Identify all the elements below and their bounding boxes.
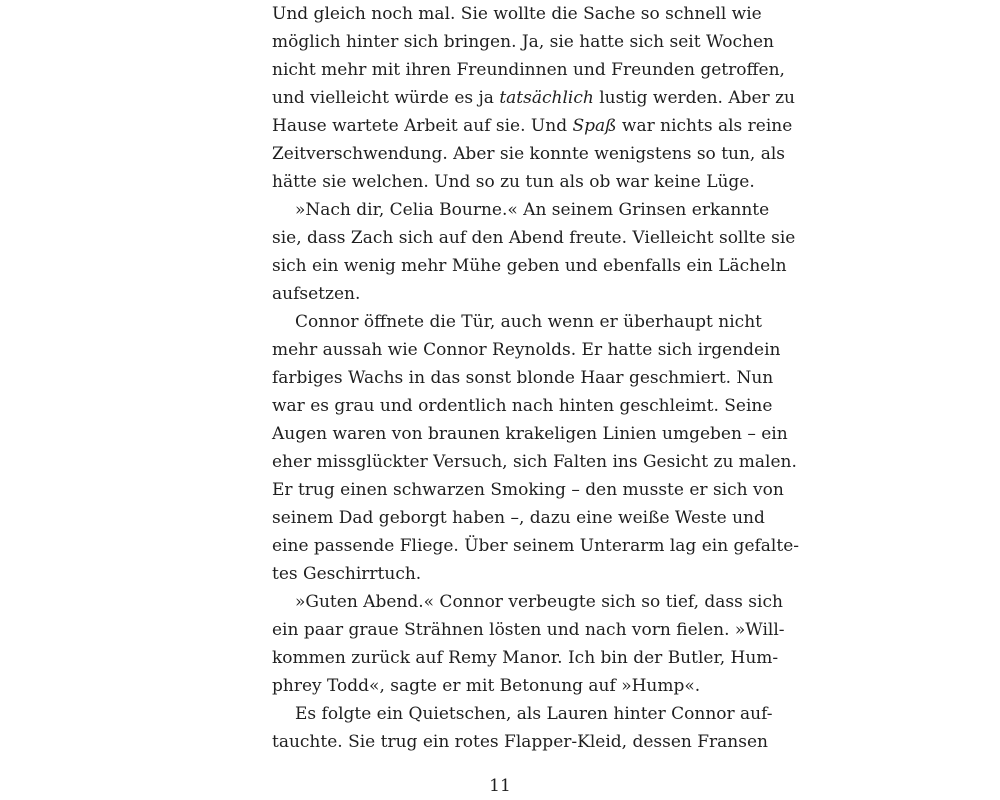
text-line: »Guten Abend.« Connor verbeugte sich so tief, dass sich: [295, 592, 783, 612]
text-line: sich ein wenig mehr Mühe geben und ebenfalls ein Lächeln: [272, 256, 787, 276]
text-line: Connor öffnete die Tür, auch wenn er überhaupt nicht: [295, 312, 762, 332]
text-line: eher missglückter Versuch, sich Falten ins Gesicht zu malen.: [272, 452, 797, 472]
text-line: Und gleich noch mal. Sie wollte die Sache so schnell wie: [272, 4, 762, 24]
text-line: phrey Todd«, sagte er mit Betonung auf »Hump«.: [272, 676, 701, 696]
text-line: nicht mehr mit ihren Freundinnen und Freunden getroffen,: [272, 60, 785, 80]
text-line: »Nach dir, Celia Bourne.« An seinem Grinsen erkannte: [295, 200, 770, 220]
italic-emphasis: Spaß: [572, 116, 617, 136]
text-line: hätte sie welchen. Und so zu tun als ob war keine Lüge.: [272, 172, 755, 192]
italic-emphasis: tatsächlich: [499, 88, 594, 108]
text-line: farbiges Wachs in das sonst blonde Haar geschmiert. Nun: [272, 368, 774, 388]
page-number: 11: [489, 776, 511, 796]
text-segment: war nichts als reine: [616, 116, 793, 136]
text-line: Augen waren von braunen krakeligen Linien umgeben – ein: [272, 424, 788, 444]
body-text: [272, 0, 799, 756]
text-line: [272, 112, 793, 140]
text-line: Zeitverschwendung. Aber sie konnte wenigstens so tun, als: [272, 144, 786, 164]
text-line: seinem Dad geborgt haben –, dazu eine weiße Weste und: [272, 508, 765, 528]
text-line: ein paar graue Strähnen lösten und nach vorn fielen. »Will-: [272, 620, 785, 640]
text-line: Er trug einen schwarzen Smoking – den musste er sich von: [272, 480, 784, 500]
text-line: eine passende Fliege. Über seinem Unterarm lag ein gefalte-: [272, 536, 799, 556]
text-line: kommen zurück auf Remy Manor. Ich bin der Butler, Hum-: [272, 648, 779, 668]
text-line: aufsetzen.: [272, 284, 361, 304]
text-segment: Hause wartete Arbeit auf sie. Und: [272, 116, 573, 136]
text-line: möglich hinter sich bringen. Ja, sie hatte sich seit Wochen: [272, 32, 774, 52]
text-segment: lustig werden. Aber zu: [593, 88, 795, 108]
text-line: tauchte. Sie trug ein rotes Flapper-Kleid, dessen Fransen: [272, 732, 768, 752]
text-line: sie, dass Zach sich auf den Abend freute. Vielleicht sollte sie: [272, 228, 796, 248]
text-line: [272, 84, 795, 112]
text-line: tes Geschirrtuch.: [272, 564, 422, 584]
text-line: war es grau und ordentlich nach hinten geschleimt. Seine: [272, 396, 773, 416]
text-line: Es folgte ein Quietschen, als Lauren hinter Connor auf-: [295, 704, 773, 724]
text-segment: und vielleicht würde es ja: [272, 88, 500, 108]
text-line: mehr aussah wie Connor Reynolds. Er hatte sich irgendein: [272, 340, 781, 360]
